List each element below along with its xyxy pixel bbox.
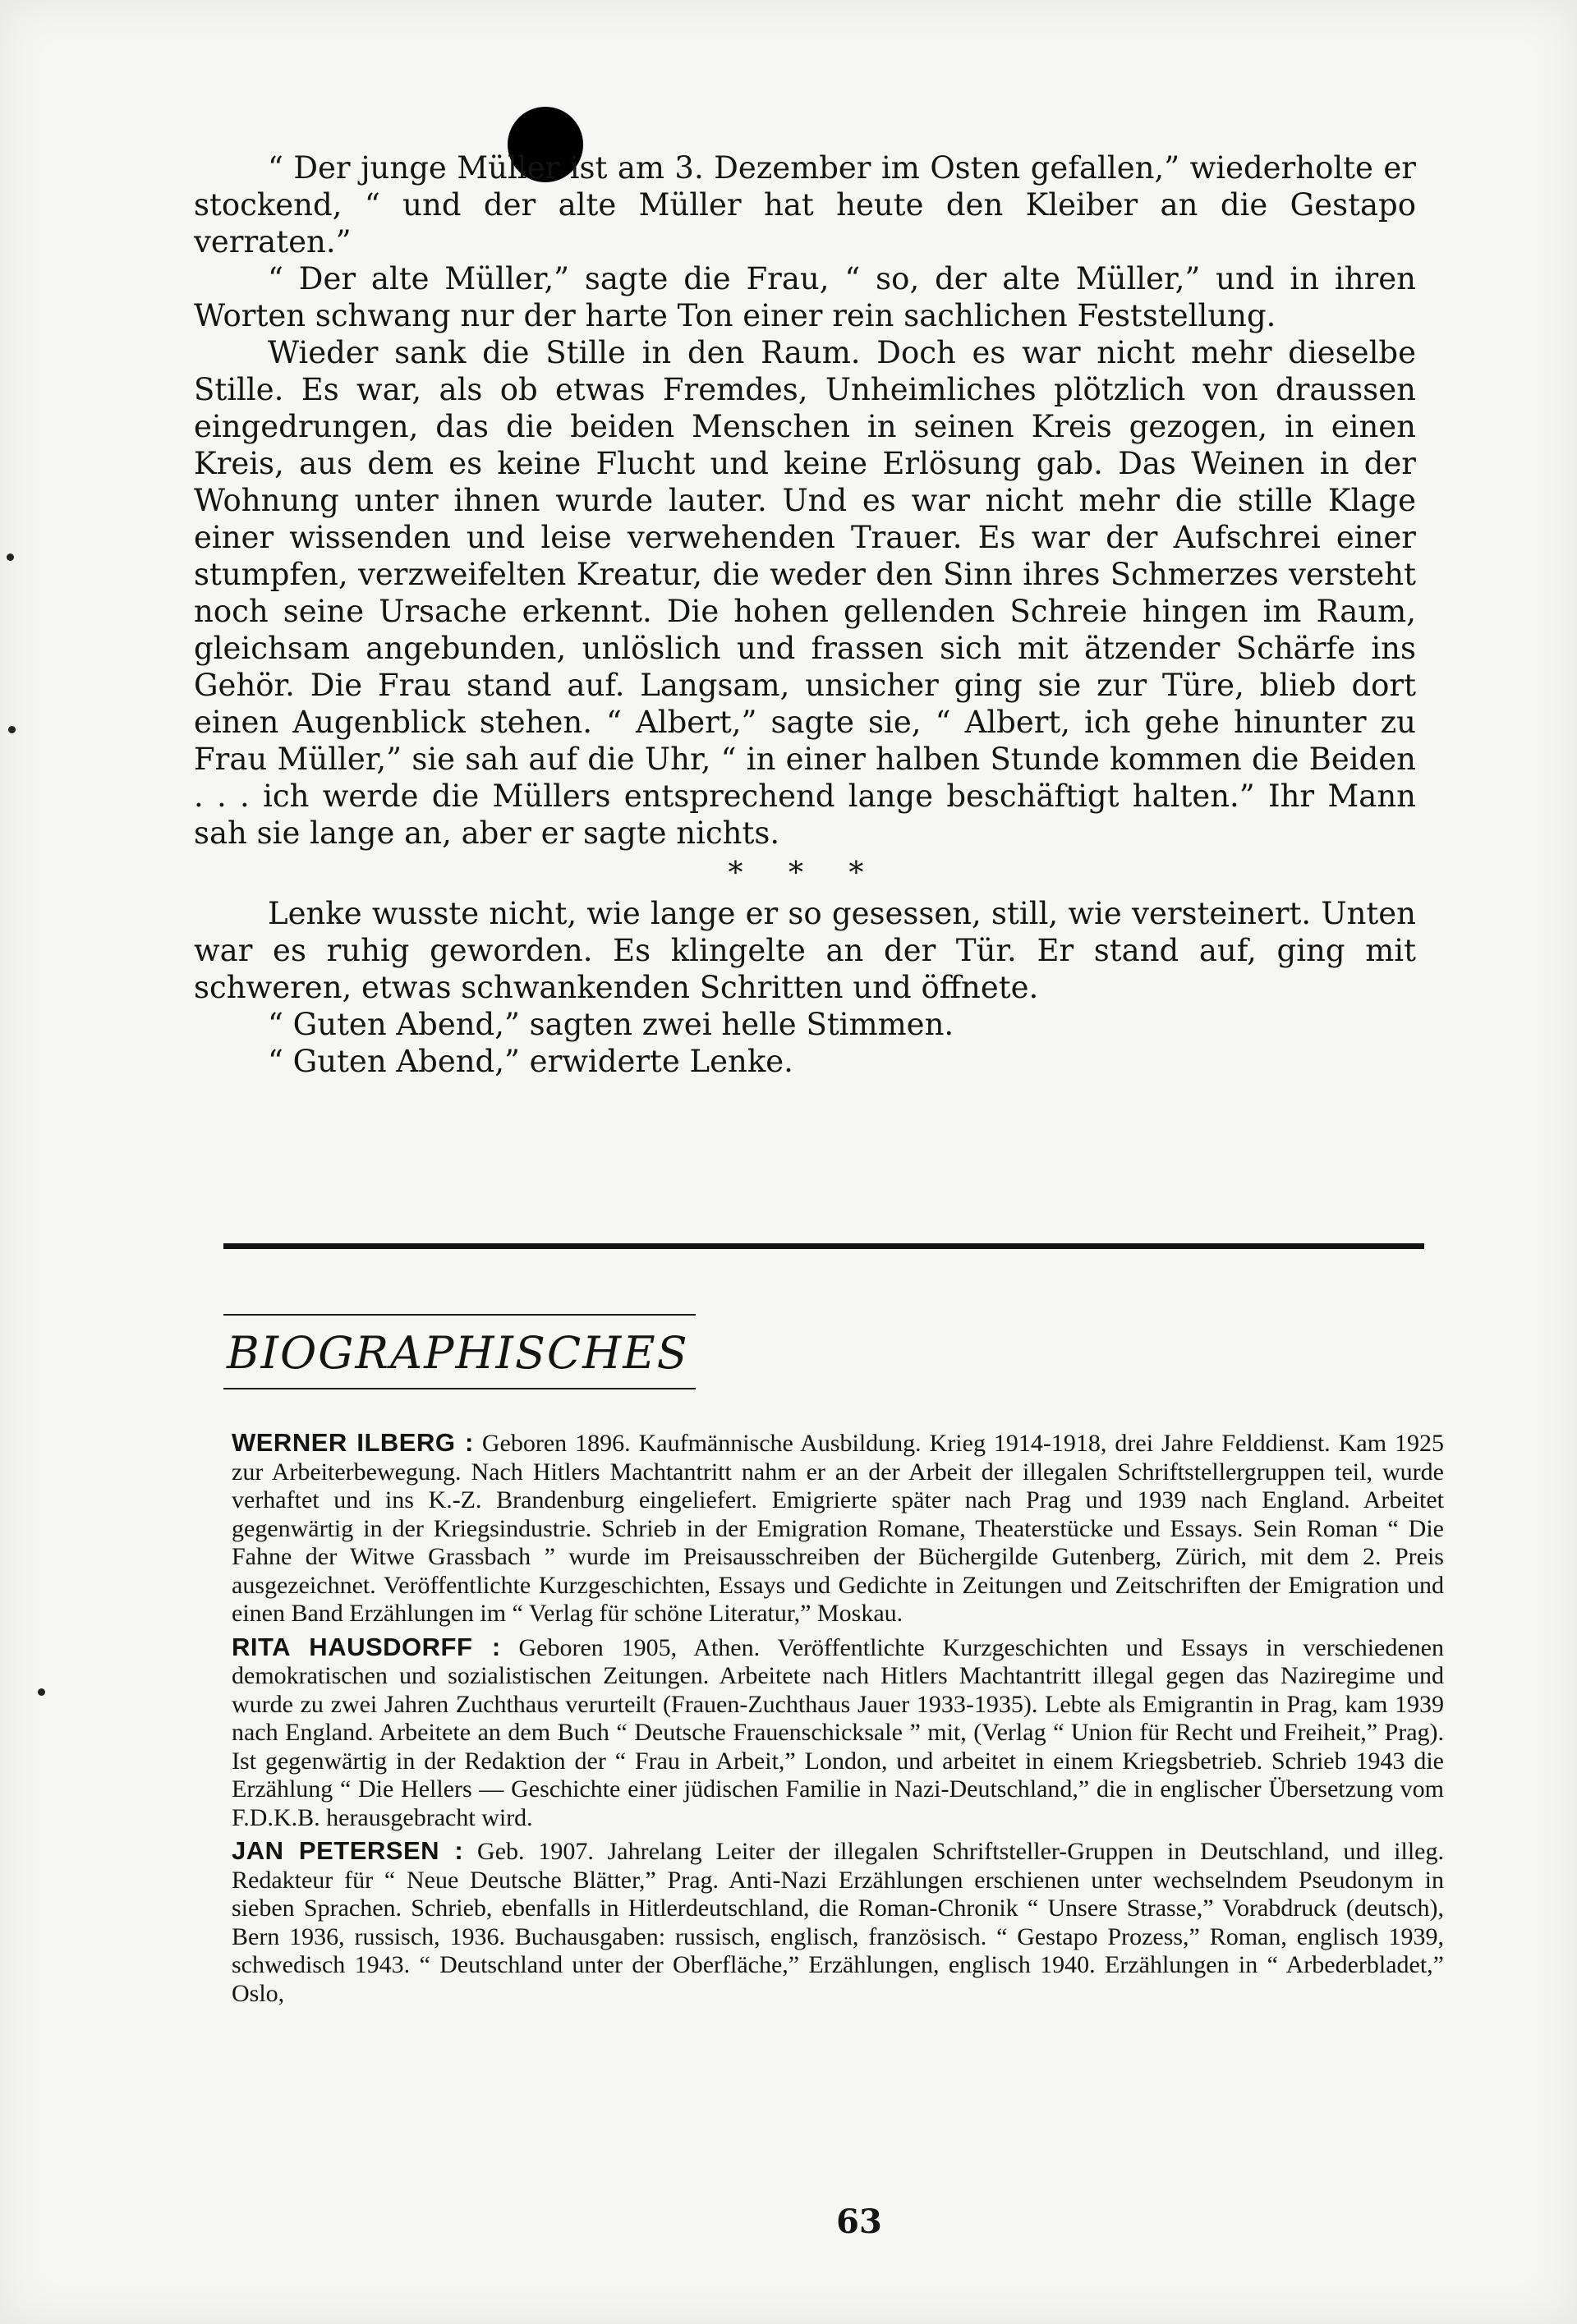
page-number: 63 xyxy=(836,2202,882,2241)
story-paragraph: Wieder sank die Stille in den Raum. Doch es war nicht mehr dieselbe Stille. Es war, als ob etwas Fremdes, Unheimliches plötzlich von draussen eingedrungen, das die beiden Menschen in seinen Kreis gezogen, in einen Kreis, aus dem es keine Flucht und keine Erlösung gab. Das Weinen in der Wohnung unter ihnen wurde lauter. Und es war nicht mehr die stille Klage einer wissenden und leise verwehenden Trauer. Es war der Aufschrei einer stumpfen, verzweifelten Kreatur, die weder den Sinn ihres Schmerzes versteht noch seine Ursache erkennt. Die hohen gellenden Schreie hingen im Raum, gleichsam angebunden, unlöslich und frassen sich mit ätzender Schärfe ins Gehör. Die Frau stand auf. Langsam, unsicher ging sie zur Türe, blieb dort einen Augenblick stehen. “ Albert,” sagte sie, “ Albert, ich gehe hinunter zu Frau Müller,” sie sah auf die Uhr, “ in einer halben Stunde kommen die Beiden . . . ich werde die Müllers entsprechend lange beschäftigt halten.” Ihr Mann sah sie lange an, aber er sagte nichts. xyxy=(194,335,1416,851)
story-text xyxy=(194,149,1416,1080)
bio-entry xyxy=(232,1633,1444,1833)
section-separator: * * * xyxy=(728,857,882,890)
horizontal-rule xyxy=(223,1243,1424,1249)
bio-name: JAN PETERSEN : xyxy=(232,1836,464,1865)
bio-text: Geboren 1896. Kaufmännische Ausbildung. Krieg 1914-1918, drei Jahre Felddienst. Kam 1925 zur Arbeiterbewegung. Nach Hitlers Machtantritt nahm er an der Arbeit der illegalen Schriftstellergruppen teil, wurde verhaftet und ins K.-Z. Brandenburg eingeliefert. Emigrierte später nach Prag und 1939 nach England. Arbeitet gegenwärtig in der Kriegsindustrie. Schrieb in der Emigration Romane, Theaterstücke und Essays. Sein Roman “ Die Fahne der Witwe Grassbach ” wurde im Preisausschreiben der Büchergilde Gutenberg, Zürich, mit dem 2. Preis ausgezeichnet. Veröffentlichte Kurzgeschichten, Essays und Gedichte in Zeitungen und Zeitschriften der Emigration und einen Band Erzählungen im “ Verlag für schöne Literatur,” Moskau. xyxy=(232,1430,1445,1627)
margin-speck xyxy=(38,1688,45,1696)
bio-entry xyxy=(232,1429,1444,1628)
story-paragraph: “ Guten Abend,” erwiderte Lenke. xyxy=(268,1044,793,1079)
margin-speck xyxy=(8,726,16,733)
story-paragraph: Lenke wusste nicht, wie lange er so gesessen, still, wie versteinert. Unten war es ruhig geworden. Es klingelte an der Tür. Er stand auf, ging mit schweren, etwas schwankenden Schritten und öffnete. xyxy=(194,896,1416,1005)
story-paragraph: “ Guten Abend,” sagten zwei helle Stimmen. xyxy=(268,1007,954,1042)
section-heading xyxy=(223,1314,696,1389)
story-paragraph: “ Der junge Müller ist am 3. Dezember im Osten gefallen,” wiederholte er stockend, “ und der alte Müller hat heute den Kleiber an die Gestapo verraten.” xyxy=(194,150,1416,259)
bio-entry xyxy=(232,1837,1444,2008)
margin-speck xyxy=(7,553,14,561)
bio-name: RITA HAUSDORFF : xyxy=(232,1632,501,1661)
biographies xyxy=(232,1429,1444,2013)
bio-text: Geb. 1907. Jahrelang Leiter der illegalen Schriftsteller-Gruppen in Deutschland, und illeg. Redakteur für “ Neue Deutsche Blätter,” Prag. Anti-Nazi Erzählungen erschienen unter wechselndem Pseudonym in sieben Sprachen. Schrieb, ebenfalls in Hitlerdeutschland, die Roman-Chronik “ Unsere Strasse,” Vorabdruck (deutsch), Bern 1936, russisch, 1936. Buchausgaben: russisch, englisch, französisch. “ Gestapo Prozess,” Roman, englisch 1939, schwedisch 1943. “ Deutschland unter der Oberfläche,” Erzählungen, englisch 1940. Erzählungen in “ Arbederbladet,” Oslo, xyxy=(232,1838,1445,2007)
heading-rule-bottom xyxy=(223,1388,696,1389)
bio-name: WERNER ILBERG : xyxy=(232,1428,474,1457)
bio-text: Geboren 1905, Athen. Veröffentlichte Kurzgeschichten und Essays in verschiedenen demokratischen und sozialistischen Zeitungen. Arbeitete nach Hitlers Machtantritt illegal gegen das Naziregime und wurde zu zwei Jahren Zuchthaus verurteilt (Frauen-Zuchthaus Jauer 1933-1935). Lebte als Emigrantin in Prag, kam 1939 nach England. Arbeitete an dem Buch “ Deutsche Frauenschicksale ” mit, (Verlag “ Union für Recht und Freiheit,” Prag). Ist gegenwärtig in der Redaktion der “ Frau in Arbeit,” London, und arbeitet in einem Kriegsbetrieb. Schrieb 1943 die Erzählung “ Die Hellers — Geschichte einer jüdischen Familie in Nazi-Deutschland,” die in englischer Übersetzung vom F.D.K.B. herausgebracht wird. xyxy=(232,1633,1444,1831)
section-title: BIOGRAPHISCHES xyxy=(227,1327,689,1379)
story-paragraph: “ Der alte Müller,” sagte die Frau, “ so, der alte Müller,” und in ihren Worten schwang nur der harte Ton einer rein sachlichen Feststellung. xyxy=(194,261,1416,333)
